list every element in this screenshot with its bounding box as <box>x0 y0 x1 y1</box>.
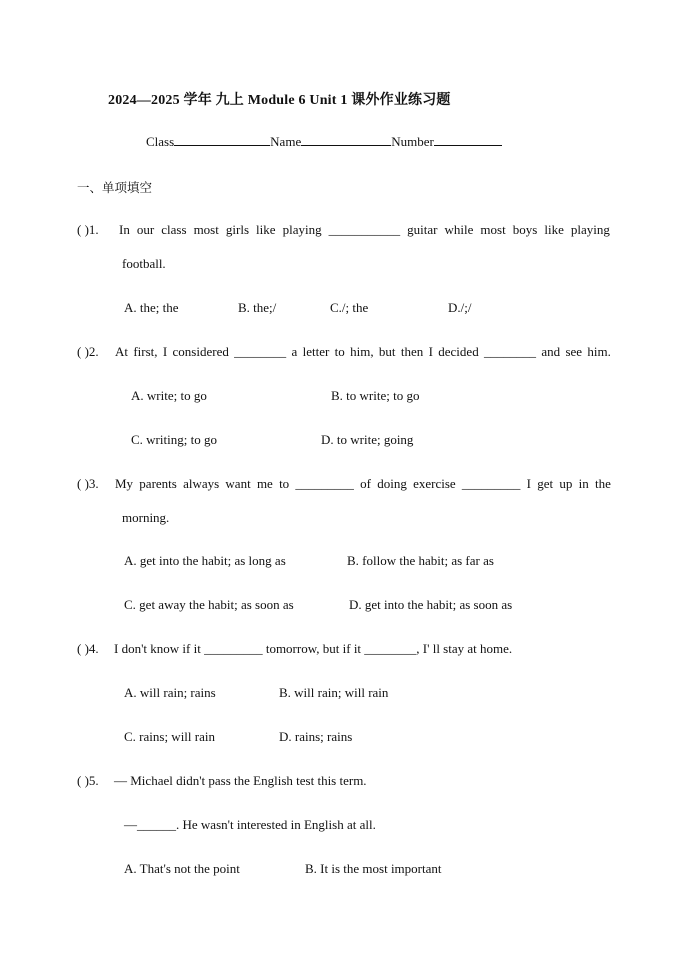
question-2-option-b[interactable]: B. to write; to go <box>331 388 420 403</box>
question-2-word: I <box>162 344 168 359</box>
question-1-continuation: football. <box>122 256 166 271</box>
question-2-option-d[interactable]: D. to write; going <box>321 432 414 447</box>
question-3-word: in <box>578 476 589 491</box>
question-3-option-a[interactable]: A. get into the habit; as long as <box>124 553 286 568</box>
question-2-prefix: ( )2. <box>77 344 99 359</box>
question-3-word: me <box>256 476 273 491</box>
question-4-option-a[interactable]: A. will rain; rains <box>124 685 216 700</box>
class-blank[interactable] <box>174 134 270 146</box>
question-3-word: I <box>526 476 531 491</box>
question-3-continuation: morning. <box>122 510 170 525</box>
question-1-option-c[interactable]: C./; the <box>330 300 369 315</box>
question-3-word: My <box>115 476 134 491</box>
question-2-word: a <box>291 344 298 359</box>
page-title: 2024—2025 学年 九上 Module 6 Unit 1 课外作业练习题 <box>108 93 451 108</box>
question-5-option-a[interactable]: A. That's not the point <box>124 861 240 876</box>
question-5-text: — Michael didn't pass the English test this term. <box>114 773 367 788</box>
question-1-word: most <box>193 222 219 237</box>
question-3-text <box>115 476 611 492</box>
question-1-word: ___________ <box>328 222 401 237</box>
question-1-word: playing <box>570 222 610 237</box>
question-4-option-d[interactable]: D. rains; rains <box>279 729 353 744</box>
question-3-word: always <box>183 476 220 491</box>
question-3-word: of <box>360 476 371 491</box>
question-1-option-d[interactable]: D./;/ <box>448 300 472 315</box>
question-1-option-a[interactable]: A. the; the <box>124 300 179 315</box>
question-2-word: see <box>565 344 583 359</box>
question-3-word: exercise <box>413 476 456 491</box>
question-2-word: him. <box>587 344 611 359</box>
question-3-word: get <box>537 476 554 491</box>
question-2-word: but <box>378 344 396 359</box>
question-5-option-b[interactable]: B. It is the most important <box>305 861 442 876</box>
question-2-text <box>115 344 611 360</box>
question-3-word: the <box>594 476 611 491</box>
question-1-word: playing <box>282 222 322 237</box>
question-1-word: like <box>544 222 564 237</box>
question-3-prefix: ( )3. <box>77 476 99 491</box>
question-1-prefix: ( )1. <box>77 222 99 237</box>
student-info-row <box>146 134 502 150</box>
question-4-text: I don't know if it _________ tomorrow, but if it ________, I' ll stay at home. <box>114 641 513 656</box>
question-2-word: to <box>334 344 345 359</box>
question-3-option-c[interactable]: C. get away the habit; as soon as <box>124 597 294 612</box>
question-2-word: decided <box>438 344 479 359</box>
question-3-option-d[interactable]: D. get into the habit; as soon as <box>349 597 513 612</box>
question-2-word: considered <box>172 344 229 359</box>
question-2-word: ________ <box>234 344 287 359</box>
question-1-word: girls <box>225 222 250 237</box>
name-label: Name <box>270 134 302 149</box>
question-3-word: doing <box>377 476 407 491</box>
question-2-word: I <box>428 344 433 359</box>
question-3-word: want <box>225 476 251 491</box>
question-5-prefix: ( )5. <box>77 773 99 788</box>
section-heading: 一、单项填空 <box>77 180 153 195</box>
question-3-word: up <box>559 476 573 491</box>
question-3-word: _________ <box>295 476 354 491</box>
question-2-word: ________ <box>484 344 537 359</box>
question-1-word: boys <box>512 222 538 237</box>
question-1-option-b[interactable]: B. the;/ <box>238 300 277 315</box>
question-1-word: class <box>161 222 187 237</box>
question-3-word: to <box>279 476 290 491</box>
question-4-prefix: ( )4. <box>77 641 99 656</box>
question-2-word: letter <box>302 344 330 359</box>
question-2-word: and <box>541 344 561 359</box>
question-5-continuation: —______. He wasn't interested in English at all. <box>124 817 376 832</box>
question-2-word: first, <box>133 344 158 359</box>
question-2-word: At <box>115 344 128 359</box>
question-2-option-c[interactable]: C. writing; to go <box>131 432 217 447</box>
question-3-word: parents <box>139 476 177 491</box>
question-4-option-b[interactable]: B. will rain; will rain <box>279 685 389 700</box>
question-4-option-c[interactable]: C. rains; will rain <box>124 729 215 744</box>
question-1-word: while <box>444 222 474 237</box>
question-1-word: our <box>136 222 155 237</box>
question-1-text <box>119 222 610 238</box>
question-2-word: him, <box>350 344 374 359</box>
question-1-word: guitar <box>407 222 438 237</box>
name-blank[interactable] <box>301 134 391 146</box>
question-3-option-b[interactable]: B. follow the habit; as far as <box>347 553 494 568</box>
question-1-word: like <box>256 222 276 237</box>
question-3-word: _________ <box>461 476 521 491</box>
question-2-word: then <box>400 344 424 359</box>
question-2-option-a[interactable]: A. write; to go <box>131 388 207 403</box>
number-label: Number <box>391 134 434 149</box>
question-1-word: In <box>119 222 130 237</box>
number-blank[interactable] <box>434 134 502 146</box>
class-label: Class <box>146 134 175 149</box>
question-1-word: most <box>480 222 506 237</box>
